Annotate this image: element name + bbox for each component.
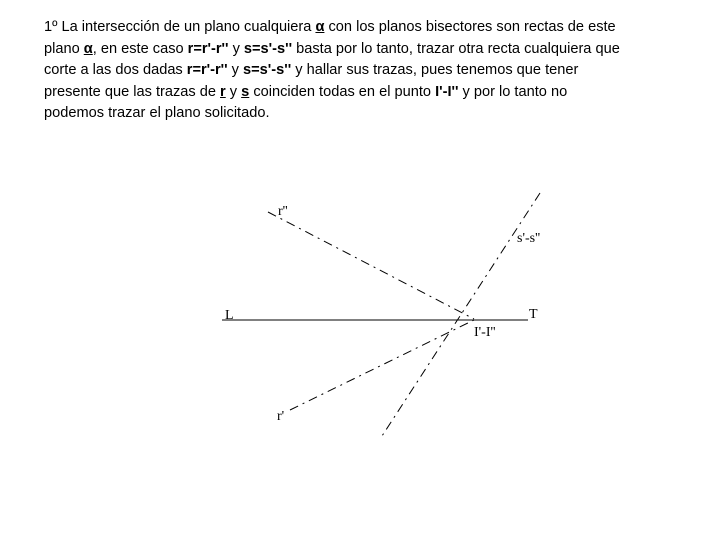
text-segment: plano xyxy=(44,40,84,57)
text-segment: basta por lo tanto, trazar otra recta cualquiera que xyxy=(292,40,620,57)
line-s-notation: s=s'-s'' xyxy=(243,40,293,57)
text-segment: presente que las trazas de xyxy=(44,83,221,100)
text-segment: y xyxy=(227,62,244,78)
line-r-prime xyxy=(290,320,474,410)
line-r-symbol: r xyxy=(220,83,226,100)
label-T: T xyxy=(529,307,538,322)
text-segment: con los planos bisectores son rectas de este xyxy=(324,19,616,35)
text-segment: corte a las dos dadas xyxy=(44,62,187,78)
line-r-notation: r=r'-r'' xyxy=(187,40,229,57)
line-s-notation: s=s'-s'' xyxy=(243,62,292,78)
text-segment: y por lo tanto no xyxy=(458,83,568,100)
point-notation: I'-I'' xyxy=(435,83,459,100)
text-segment: 1º La intersección de un plano cualquiera xyxy=(44,19,316,35)
label-s: s'-s'' xyxy=(517,231,541,246)
line-r-notation: r=r'-r'' xyxy=(186,62,228,78)
text-segment: y xyxy=(228,40,244,57)
text-segment: y hallar sus trazas, pues tenemos que tener xyxy=(291,62,579,78)
label-I: I'-I'' xyxy=(474,325,496,340)
label-r-double-prime: r'' xyxy=(278,204,288,219)
label-r-prime: r' xyxy=(277,409,285,424)
text-segment: , en este caso xyxy=(92,40,188,57)
text-segment: coinciden todas en el punto xyxy=(249,83,436,100)
alpha-symbol: α xyxy=(315,19,325,35)
line-r-double-prime xyxy=(268,212,474,319)
label-L: L xyxy=(225,308,234,323)
text-segment: y xyxy=(225,83,242,100)
text-line-5: podemos trazar el plano solicitado. xyxy=(44,105,270,121)
line-s-symbol: s xyxy=(241,83,250,100)
line-s xyxy=(382,193,540,436)
alpha-symbol: α xyxy=(83,40,93,57)
